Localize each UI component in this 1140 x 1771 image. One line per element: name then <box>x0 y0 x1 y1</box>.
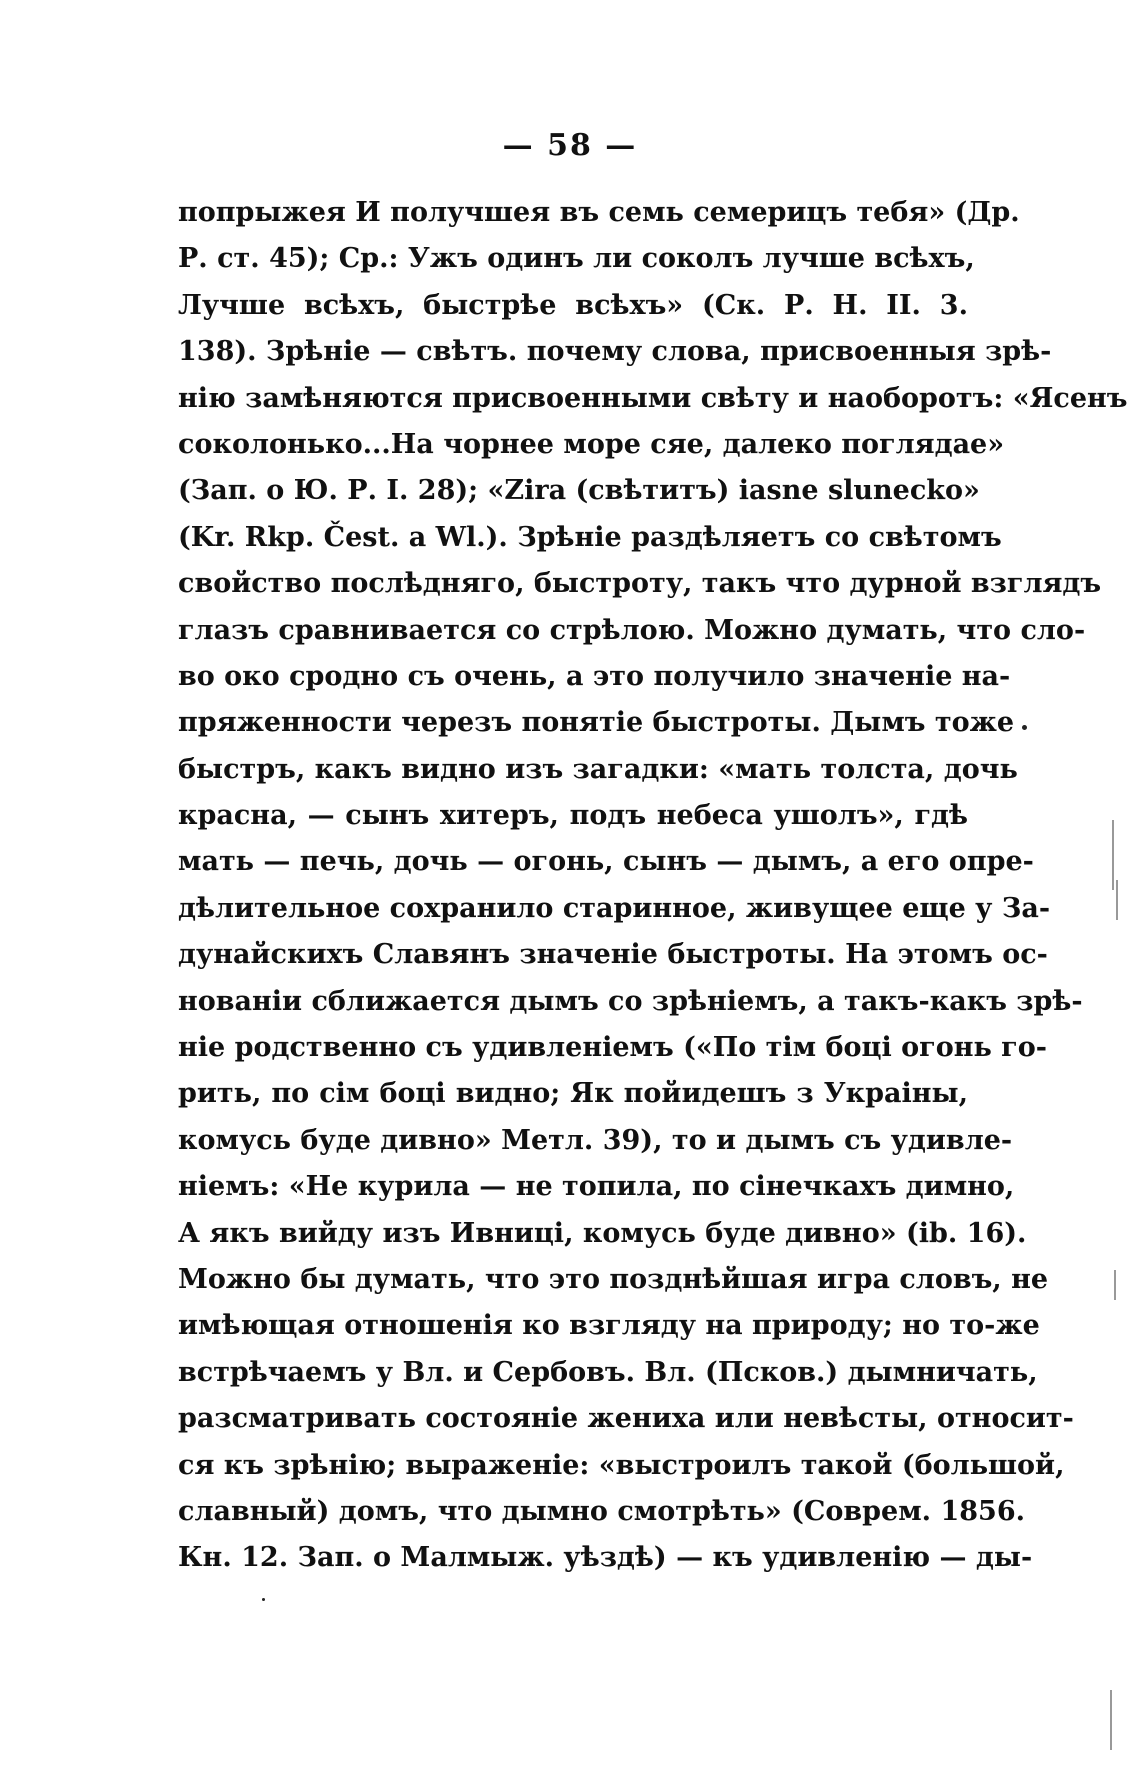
text-line: нію замѣняются присвоенными свѣту и наоборотъ: «Ясенъ <box>178 382 1128 414</box>
scan-edge-mark <box>1110 1690 1112 1750</box>
text-line: красна, — сынъ хитеръ, подъ небеса ушолъ», гдѣ <box>178 800 968 832</box>
text-line: А якъ вийду изъ Ивниці, комусь буде дивно» (ib. 16). <box>178 1217 1027 1249</box>
text-line: во око сродно съ очень, а это получило значеніе на- <box>178 660 1011 692</box>
text-line: нованіи сближается дымъ со зрѣніемъ, а такъ-какъ зрѣ- <box>178 985 1083 1017</box>
text-line: 138). Зрѣніе — свѣтъ. почему слова, присвоенныя зрѣ- <box>178 336 1052 368</box>
text-line: попрыжея И получшея въ семь семерицъ тебя» (Др. <box>178 197 1020 228</box>
text-line: быстръ, какъ видно изъ загадки: «мать толста, дочь <box>178 753 1018 785</box>
text-line: дѣлительное сохранило старинное, живущее еще у За- <box>178 892 1051 924</box>
text-line: дунайскихъ Славянъ значеніе быстроты. На этомъ ос- <box>178 939 1048 971</box>
text-line: Р. ст. 45); Ср.: Ужъ одинъ ли соколъ лучше всѣхъ, <box>178 243 975 275</box>
text-line: имѣющая отношенія ко взгляду на природу; но то-же <box>178 1310 1040 1342</box>
text-line: ніемъ: «Не курила — не топила, по сінечкахъ димно, <box>178 1171 1015 1203</box>
text-line: ніе родственно съ удивленіемъ («По тім боці огонь го- <box>178 1032 1047 1064</box>
scan-edge-mark <box>1114 1270 1116 1300</box>
scan-speck <box>262 1598 265 1601</box>
text-line: Кн. 12. Зап. о Малмыж. уѣздѣ) — къ удивленію — ды- <box>178 1542 1033 1574</box>
scan-speck <box>1022 725 1027 730</box>
text-line: (Зап. о Ю. Р. I. 28); «Zira (свѣтитъ) iasne slunecko» <box>178 475 980 507</box>
text-line: ся къ зрѣнію; выраженіе: «выстроилъ такой (большой, <box>178 1449 1065 1481</box>
text-line: комусь буде дивно» Метл. 39), то и дымъ съ удивле- <box>178 1124 1013 1156</box>
text-line: соколонько...На чорнее море сяе, далеко поглядае» <box>178 428 1005 460</box>
text-line: (Kr. Rkp. Čest. a Wl.). Зрѣніе раздѣляетъ со свѣтомъ <box>178 521 1002 553</box>
text-line: свойство послѣдняго, быстроту, такъ что дурной взглядъ <box>178 568 1102 600</box>
text-line: глазъ сравнивается со стрѣлою. Можно думать, что сло- <box>178 614 1086 646</box>
text-line: пряженности черезъ понятіе быстроты. Дымъ тоже <box>178 707 1015 739</box>
text-line: разсматривать состояніе жениха или невѣсты, относит- <box>178 1403 1074 1435</box>
scan-edge-mark <box>1116 880 1118 920</box>
text-line: рить, по сім боці видно; Як пойидешъ з Украіны, <box>178 1078 968 1110</box>
text-line: встрѣчаемъ у Вл. и Сербовъ. Вл. (Псков.) дымничать, <box>178 1356 1038 1388</box>
page-number: — 58 — <box>502 128 638 163</box>
body-text <box>178 190 1128 1582</box>
text-line: Можно бы думать, что это позднѣйшая игра словъ, не <box>178 1263 1049 1295</box>
text-line: славный) домъ, что дымно смотрѣть» (Соврем. 1856. <box>178 1495 1026 1527</box>
text-line: мать — печь, дочь — огонь, сынъ — дымъ, а его опре- <box>178 846 1034 878</box>
text-line: Лучше всѣхъ, быстрѣе всѣхъ» (Ск. Р. Н. II. 3. <box>178 289 968 321</box>
scan-edge-mark <box>1112 820 1114 890</box>
